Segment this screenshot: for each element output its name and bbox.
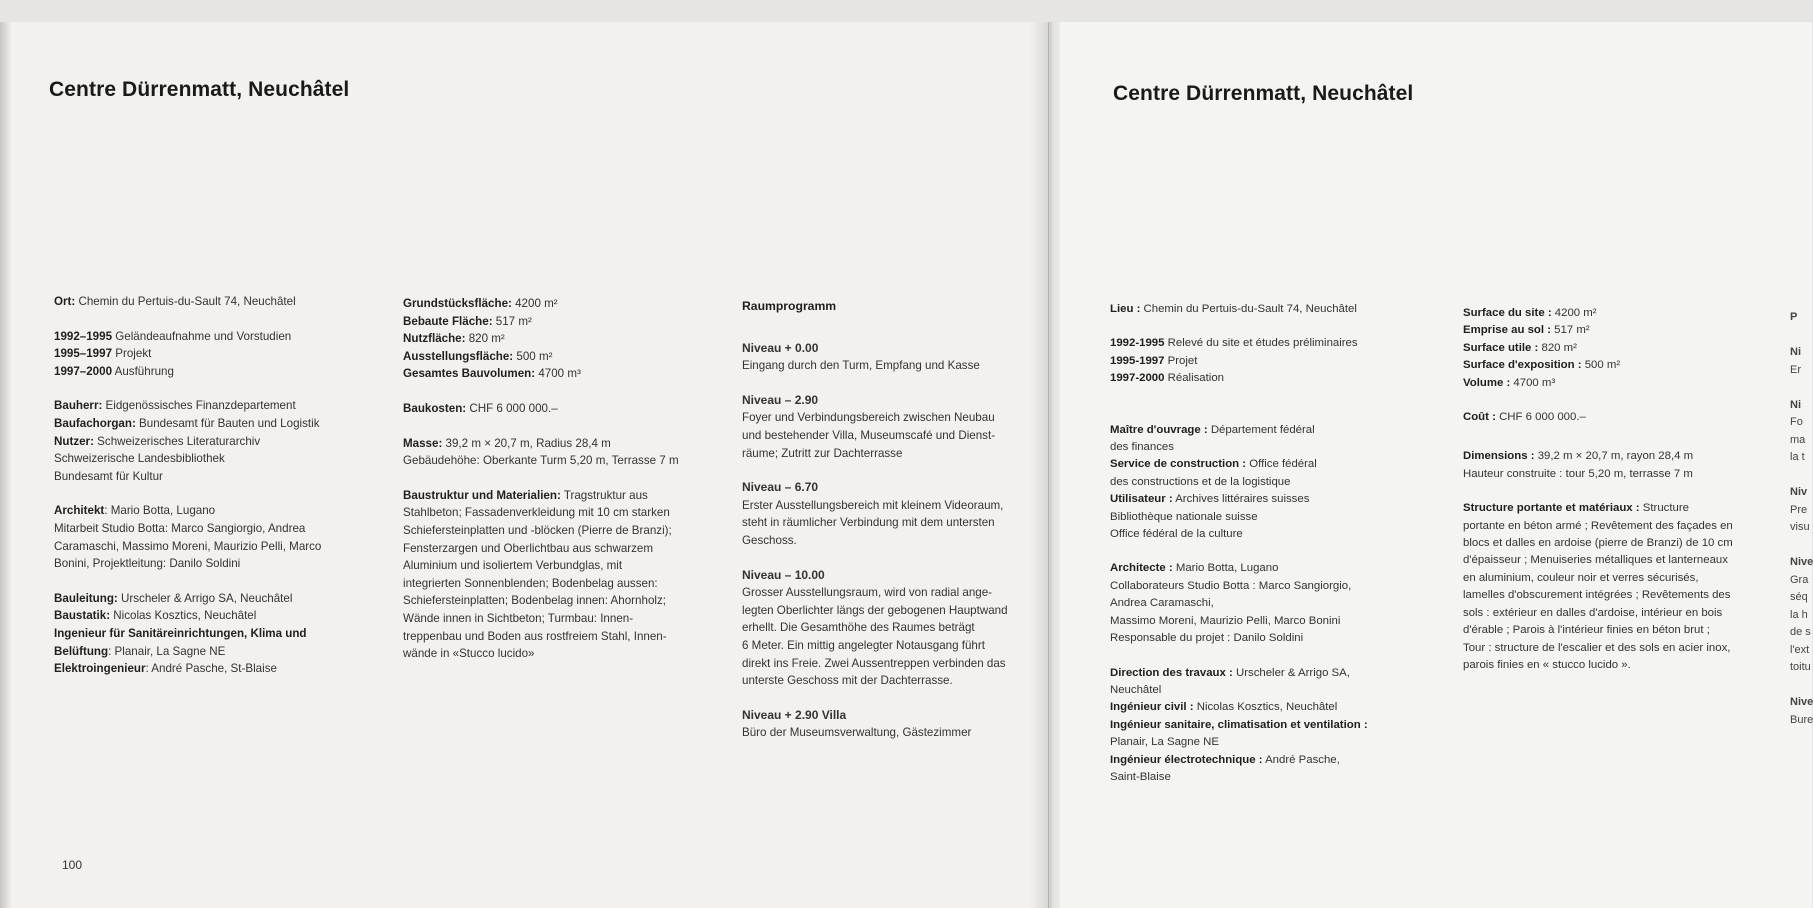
structure-line: sols : extérieur en dalles d'ardoise, intérieur en bois — [1463, 606, 1723, 619]
electrical-engineer-row: Elektroingenieur: André Pasche, St-Blaise — [54, 662, 277, 676]
hvac-engineer-label: Ingenieur für Sanitäreinrichtungen, Klima und — [54, 626, 307, 640]
structure-line: Wände innen in Sichtbeton; Turmbau: Innen- — [403, 611, 634, 625]
footprint-row: Emprise au sol : 517 m² — [1463, 324, 1590, 337]
cut-off-column: P Ni Er Ni Fo ma la t Niv Pre visu Nive Gra séq la h de s l'ext toitu Nive Bure — [1790, 311, 1813, 726]
structure-line: wände in «Stucco lucido» — [403, 647, 535, 661]
page-edge-shadow — [0, 22, 12, 908]
location-row: Lieu : Chemin du Pertuis-du-Sault 74, Neuchâtel — [1110, 303, 1357, 315]
structure-row: Structure portante et matériaux : Structure — [1463, 502, 1689, 515]
architect-row: Architecte : Mario Botta, Lugano — [1110, 562, 1279, 575]
page-title: Centre Dürrenmatt, Neuchâtel — [1113, 82, 1414, 105]
structure-line: d'érable ; Parois à l'intérieur finies en béton brut ; — [1463, 624, 1710, 637]
exhibition-area-row: Ausstellungsfläche: 500 m² — [403, 349, 553, 363]
collaborators-line: Collaborateurs Studio Botta : Marco Sangiorgio, — [1110, 579, 1352, 592]
architect-row: Architekt: Mario Botta, Lugano — [54, 504, 216, 518]
client-row: Bauherr: Eidgenössisches Finanzdepartement — [54, 399, 296, 413]
structure-line: portante en béton armé ; Revêtement des façades en — [1463, 519, 1733, 532]
electrical-engineer-row: Ingénieur électrotechnique : André Pasche, — [1110, 753, 1340, 766]
location-label: Ort: — [54, 295, 76, 308]
structure-line: Tour : structure de l'escalier et des sols en acier inox, — [1463, 641, 1731, 654]
right-page — [1052, 22, 1812, 908]
civil-engineer-row: Ingénieur civil : Nicolas Kosztics, Neuchâtel — [1110, 701, 1338, 714]
cost-row: Baukosten: CHF 6 000 000.– — [403, 401, 558, 415]
level-block: Niveau + 0.00 Eingang durch den Turm, Empfang und Kasse — [742, 340, 1032, 375]
location-value: Chemin du Pertuis-du-Sault 74, Neuchâtel — [75, 295, 296, 308]
structure-line: blocs et dalles en ardoise (pierre de Branzi) de 10 cm — [1463, 537, 1733, 550]
room-program-heading: Raumprogramm — [742, 299, 837, 313]
structure-row: Baustruktur und Materialien: Tragstruktur aus — [403, 488, 648, 502]
structure-line: Aluminium und isoliertem Verbundglas, mit — [403, 559, 623, 573]
structure-line: parois finies en « stucco lucido ». — [1463, 658, 1631, 671]
level-block: Niveau – 6.70 Erster Ausstellungsbereich mit kleinem Videoraum, steht in räumlicher Verbindung mit dem untersten Geschoss. — [742, 479, 1032, 549]
hvac-engineer-label: Ingénieur sanitaire, climatisation et ventilation : — [1110, 718, 1368, 731]
project-facts-column: Lieu : Chemin du Pertuis-du-Sault 74, Neuchâtel 1992-1995 Relevé du site et études préliminaires 1995-1997 Projet 1997-2000 Réalisation Maître d'ouvrage : Département fédéral des finances Service de construction : Office fédéral des constructions et de la logistique Utilisateur : Archives littéraires suisses Bibliothèque nationale suisse Office fédéral de la culture Architecte : Mario Botta, Lugano Collaborateurs Studio Botta : Marco Sangiorgio, Andrea Caramaschi, Massimo Moreni, Maurizio Pelli, Marco Bonini Responsable du projet : Danilo Soldini Direction des travaux : Urscheler & Arrigo SA, Neuchâtel Ingénieur civil : Nicolas Kosztics, Neuchâtel Ingénieur sanitaire, climatisation et ventilation : Planair, La Sagne NE Ingénieur électrotechnique : André Pasche, Saint-Blaise — [1110, 301, 1430, 803]
building-data-column — [403, 295, 713, 680]
volume-row: Volume : 4700 m³ — [1463, 376, 1556, 389]
page-number: 100 — [62, 858, 83, 872]
level-block: Niveau + 2.90 Villa Büro der Museumsverwaltung, Gästezimmer — [742, 707, 1032, 742]
date-row: 1997–2000 Ausführung — [54, 364, 174, 378]
built-area-row: Bebaute Fläche: 517 m² — [403, 314, 532, 328]
structure-line: treppenbau und Boden aus rostfreiem Stahl, Innen- — [403, 629, 667, 643]
level-name: Niveau – 10.00 — [742, 567, 825, 582]
structure-line: integrierten Sonnenblenden; Bodenbelag aussen: — [403, 576, 658, 590]
level-name: Niveau + 2.90 Villa — [742, 707, 847, 722]
structure-line: Schiefersteinplatten; Bodenbelag innen: Ahornholz; — [403, 594, 666, 608]
structure-line: Fensterzargen und Oberlichtbau aus schwarzem — [403, 541, 654, 555]
site-area-row: Grundstücksfläche: 4200 m² — [403, 297, 558, 310]
left-page — [0, 22, 1049, 908]
date-row: 1992-1995 Relevé du site et études préliminaires — [1110, 337, 1358, 350]
structure-line: en aluminium, couleur noir et verres sécurisés, — [1463, 571, 1699, 584]
level-block: Niveau – 10.00 Grosser Ausstellungsraum, wird von radial ange- legten Oberlichter längs der gebogenen Hauptwand erhellt. Die Gesamthöhe des Raumes beträgt 6 Meter. Ein mittig angelegter Notausgang führt direkt ins Freie. Zwei Aussentreppen verbinden das unterste Geschoss mit der Dachterrasse. — [742, 567, 1032, 690]
construction-service-row: Service de construction : Office fédéral — [1110, 458, 1317, 471]
height-row: Hauteur construite : tour 5,20 m, terrasse 7 m — [1463, 467, 1693, 480]
collaborators-line: Caramaschi, Massimo Moreni, Maurizio Pelli, Marco — [54, 539, 322, 553]
user-line: Schweizerische Landesbibliothek — [54, 452, 225, 466]
height-row: Gebäudehöhe: Oberkante Turm 5,20 m, Terrasse 7 m — [403, 454, 679, 468]
structural-engineer-row: Baustatik: Nicolas Kosztics, Neuchâtel — [54, 609, 257, 623]
level-block: Niveau – 2.90 Foyer und Verbindungsbereich zwischen Neubau und bestehender Villa, Museumscafé und Dienst- räume; Zutritt zur Dachterrasse — [742, 392, 1032, 462]
site-area-row: Surface du site : 4200 m² — [1463, 307, 1597, 319]
user-line: Bundesamt für Kultur — [54, 469, 163, 483]
project-facts-column — [54, 293, 374, 695]
date-row: 1995–1997 Projekt — [54, 347, 152, 361]
structure-line: d'épaisseur ; Menuiseries métalliques et lanterneaux — [1463, 554, 1728, 567]
building-data-column — [1463, 305, 1763, 691]
page-title: Centre Dürrenmatt, Neuchâtel — [49, 78, 350, 101]
usable-area-row: Nutzfläche: 820 m² — [403, 332, 505, 346]
collaborators-line: Andrea Caramaschi, — [1110, 597, 1214, 610]
book-gutter-shadow — [1030, 22, 1060, 908]
level-name: Niveau – 6.70 — [742, 480, 819, 495]
user-row: Nutzer: Schweizerisches Literaturarchiv — [54, 434, 261, 448]
structure-line: lamelles d'obscurement intégrées ; Revêtements des — [1463, 589, 1731, 602]
structure-line: Schiefersteinplatten und -blöcken (Pierre de Branzi); — [403, 523, 672, 537]
level-name: Niveau – 2.90 — [742, 392, 819, 407]
level-name: Niveau + 0.00 — [742, 340, 819, 355]
usable-area-row: Surface utile : 820 m² — [1463, 341, 1577, 354]
building-authority-row: Baufachorgan: Bundesamt für Bauten und Logistik — [54, 416, 320, 430]
project-lead-line: Responsable du projet : Danilo Soldini — [1110, 632, 1304, 645]
exhibition-area-row: Surface d'exposition : 500 m² — [1463, 359, 1621, 372]
site-management-row: Bauleitung: Urscheler & Arrigo SA, Neuchâtel — [54, 591, 293, 605]
structure-line: Stahlbeton; Fassadenverkleidung mit 10 cm starken — [403, 506, 670, 520]
collaborators-line: Bonini, Projektleitung: Danilo Soldini — [54, 557, 241, 571]
date-row: 1995-1997 Projet — [1110, 354, 1198, 367]
date-row: 1997-2000 Réalisation — [1110, 372, 1225, 385]
hvac-engineer-row: Belüftung: Planair, La Sagne NE — [54, 644, 226, 658]
collaborators-line: Massimo Moreni, Maurizio Pelli, Marco Bonini — [1110, 614, 1341, 627]
dimensions-row: Masse: 39,2 m × 20,7 m, Radius 28,4 m — [403, 436, 611, 450]
user-row: Utilisateur : Archives littéraires suisses — [1110, 493, 1310, 506]
site-management-row: Direction des travaux : Urscheler & Arrigo SA, — [1110, 666, 1350, 679]
cost-row: Coût : CHF 6 000 000.– — [1463, 411, 1586, 424]
room-program-column — [742, 298, 1032, 759]
date-row: 1992–1995 Geländeaufnahme und Vorstudien — [54, 329, 292, 343]
collaborators-line: Mitarbeit Studio Botta: Marco Sangiorgio, Andrea — [54, 521, 306, 535]
volume-row: Gesamtes Bauvolumen: 4700 m³ — [403, 367, 581, 381]
dimensions-row: Dimensions : 39,2 m × 20,7 m, rayon 28,4 m — [1463, 450, 1694, 463]
client-row: Maître d'ouvrage : Département fédéral — [1110, 423, 1315, 436]
